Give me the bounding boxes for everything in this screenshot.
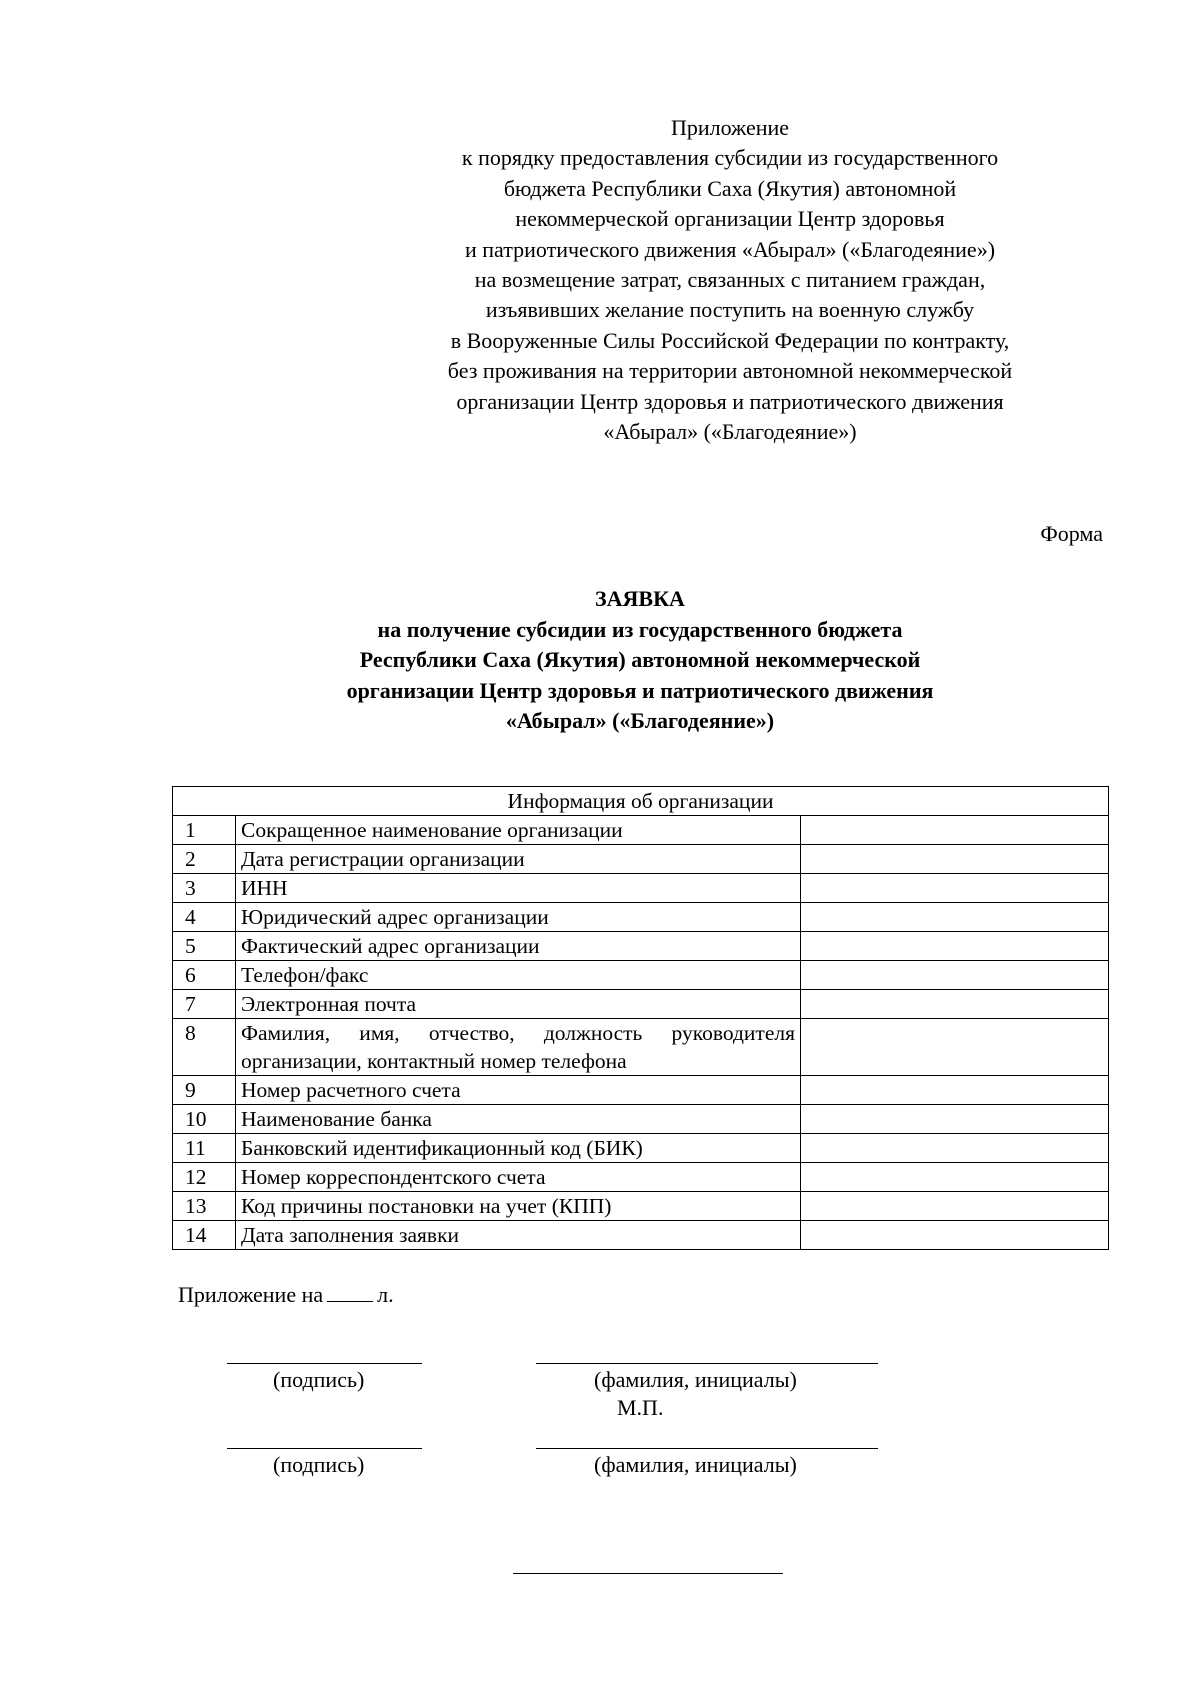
row-value-cell[interactable]	[801, 1163, 1109, 1192]
appendix-line: «Абырал» («Благодеяние»)	[603, 419, 857, 445]
row-number: 6	[173, 961, 236, 990]
table-row	[173, 1163, 1109, 1192]
appendix-line: Приложение	[670, 115, 790, 140]
table-row	[173, 1019, 1109, 1076]
row-number: 9	[173, 1076, 236, 1105]
bottom-separator-line	[513, 1573, 783, 1574]
row-number: 8	[173, 1019, 236, 1076]
title-line: организации Центр здоровья и патриотического движения	[346, 677, 934, 703]
organization-info-table	[172, 786, 1109, 1250]
row-label: Дата заполнения заявки	[236, 1221, 801, 1250]
appendix-line: изъявивших желание поступить на военную службу	[485, 297, 975, 323]
row-label: Телефон/факс	[236, 961, 801, 990]
row-label: ИНН	[236, 874, 801, 903]
table-row	[173, 845, 1109, 874]
row-label: Номер расчетного счета	[236, 1076, 801, 1105]
appendix-line: в Вооруженные Силы Российской Федерации по контракту,	[450, 327, 1010, 353]
table-row	[173, 961, 1109, 990]
row-number: 5	[173, 932, 236, 961]
signature-caption: (подпись)	[273, 1452, 365, 1477]
attachment-pages-blank[interactable]	[327, 1283, 373, 1302]
row-label: Наименование банка	[236, 1105, 801, 1134]
title-heading: ЗАЯВКА	[595, 586, 685, 611]
appendix-block	[400, 113, 1060, 447]
attachment-line	[178, 1280, 394, 1310]
appendix-line: к порядку предоставления субсидии из государственного	[461, 145, 999, 171]
row-label: Фактический адрес организации	[236, 932, 801, 961]
row-value-cell[interactable]	[801, 1076, 1109, 1105]
name-line[interactable]	[536, 1448, 878, 1449]
row-label: Сокращенное наименование организации	[236, 816, 801, 845]
appendix-line: бюджета Республики Саха (Якутия) автономной	[503, 175, 957, 201]
table-row	[173, 1076, 1109, 1105]
row-value-cell[interactable]	[801, 1192, 1109, 1221]
title-line: на получение субсидии из государственного бюджета	[377, 616, 903, 642]
signature-line[interactable]	[227, 1448, 422, 1449]
row-number: 11	[173, 1134, 236, 1163]
table-row	[173, 1192, 1109, 1221]
table-row	[173, 1134, 1109, 1163]
table-row	[173, 932, 1109, 961]
appendix-line: и патриотического движения «Абырал» («Благодеяние»)	[464, 236, 996, 262]
appendix-line: без проживания на территории автономной некоммерческой	[447, 358, 1013, 384]
row-value-cell[interactable]	[801, 932, 1109, 961]
table-row	[173, 874, 1109, 903]
row-number: 4	[173, 903, 236, 932]
attachment-prefix: Приложение на	[178, 1282, 324, 1307]
stamp-label: М.П.	[617, 1395, 664, 1420]
row-number: 10	[173, 1105, 236, 1134]
row-value-cell[interactable]	[801, 961, 1109, 990]
row-value-cell[interactable]	[801, 816, 1109, 845]
row-label: Код причины постановки на учет (КПП)	[236, 1192, 801, 1221]
row-value-cell[interactable]	[801, 990, 1109, 1019]
row-number: 1	[173, 816, 236, 845]
row-label: Банковский идентификационный код (БИК)	[236, 1134, 801, 1163]
table-row	[173, 1105, 1109, 1134]
title-line: «Абырал» («Благодеяние»)	[505, 708, 775, 733]
document-title	[170, 584, 1110, 737]
signature-line[interactable]	[227, 1363, 422, 1364]
row-value-cell[interactable]	[801, 1221, 1109, 1250]
name-line[interactable]	[536, 1363, 878, 1364]
row-value-cell[interactable]	[801, 1105, 1109, 1134]
row-number: 14	[173, 1221, 236, 1250]
row-number: 13	[173, 1192, 236, 1221]
row-label: Номер корреспондентского счета	[236, 1163, 801, 1192]
row-label: Дата регистрации организации	[236, 845, 801, 874]
table-header: Информация об организации	[173, 787, 1109, 816]
appendix-line: некоммерческой организации Центр здоровья	[515, 206, 945, 232]
attachment-suffix: л.	[377, 1282, 394, 1307]
appendix-line: организации Центр здоровья и патриотического движения	[456, 388, 1004, 414]
row-value-cell[interactable]	[801, 845, 1109, 874]
table-row	[173, 903, 1109, 932]
row-label: Фамилия, имя, отчество, должность руководителя организации, контактный номер телефона	[236, 1019, 801, 1076]
row-value-cell[interactable]	[801, 903, 1109, 932]
row-number: 12	[173, 1163, 236, 1192]
row-value-cell[interactable]	[801, 874, 1109, 903]
table-row	[173, 816, 1109, 845]
title-line: Республики Саха (Якутия) автономной некоммерческой	[359, 647, 921, 672]
row-label: Электронная почта	[236, 990, 801, 1019]
row-value-cell[interactable]	[801, 1019, 1109, 1076]
row-label: Юридический адрес организации	[236, 903, 801, 932]
row-value-cell[interactable]	[801, 1134, 1109, 1163]
appendix-line: на возмещение затрат, связанных с питанием граждан,	[474, 267, 986, 293]
name-caption: (фамилия, инициалы)	[594, 1367, 797, 1392]
table-row	[173, 990, 1109, 1019]
signature-caption: (подпись)	[273, 1367, 365, 1392]
row-number: 2	[173, 845, 236, 874]
table-row	[173, 1221, 1109, 1250]
form-label: Форма	[1040, 521, 1103, 546]
row-number: 7	[173, 990, 236, 1019]
row-number: 3	[173, 874, 236, 903]
name-caption: (фамилия, инициалы)	[594, 1452, 797, 1477]
